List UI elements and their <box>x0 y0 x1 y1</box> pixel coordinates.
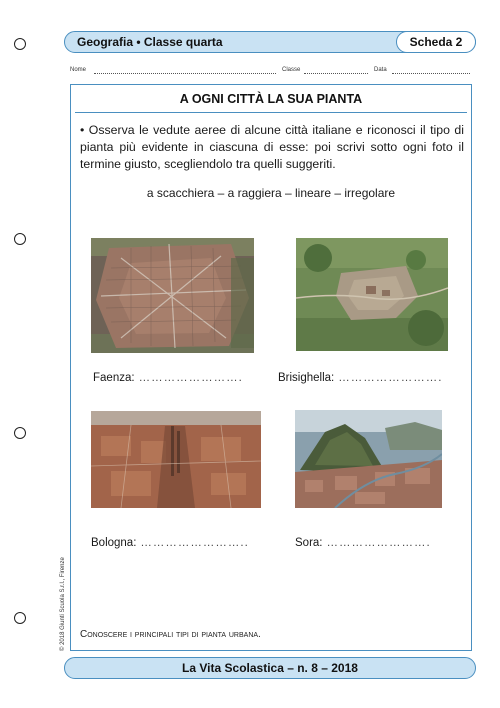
answer-blank[interactable]: ……………………. <box>338 372 443 384</box>
title-divider <box>75 112 467 113</box>
binder-hole <box>14 612 26 624</box>
date-label: Data <box>374 67 387 73</box>
caption-sora <box>295 537 431 549</box>
answer-blank[interactable]: …………………….. <box>140 537 249 549</box>
caption-faenza <box>93 372 243 384</box>
answer-blank[interactable]: ……………………. <box>326 537 431 549</box>
city-label: Bologna: <box>91 537 137 549</box>
class-label: Classe <box>282 67 301 73</box>
learning-objective: Conoscere i principali tipi di pianta urbana. <box>80 629 261 640</box>
city-label: Brisighella: <box>278 372 335 384</box>
city-label: Sora: <box>295 537 323 549</box>
answer-blank[interactable]: ……………………. <box>138 372 243 384</box>
binder-hole <box>14 38 26 50</box>
aerial-photo-sora <box>295 410 442 508</box>
date-field[interactable] <box>392 73 470 74</box>
binder-hole <box>14 427 26 439</box>
class-field[interactable] <box>304 73 368 74</box>
aerial-photo-faenza <box>91 238 254 353</box>
binder-hole <box>14 233 26 245</box>
name-field[interactable] <box>94 73 276 74</box>
copyright-notice: © 2018 Giunti Scuola S.r.l., Firenze <box>60 557 66 651</box>
header-bar <box>64 31 476 53</box>
exercise-title: A OGNI CITTÀ LA SUA PIANTA <box>179 92 363 106</box>
name-label: Nome <box>70 67 87 73</box>
plan-type-options: a scacchiera – a raggiera – lineare – irregolare <box>146 186 396 200</box>
footer-bar: La Vita Scolastica – n. 8 – 2018 <box>64 657 476 679</box>
instructions-text: • Osserva le vedute aeree di alcune città italiane e riconosci il tipo di pianta più evidente in ciascuna di esse: poi scrivi sotto ogni foto il termine giusto, scegliendolo tra quelli suggeriti. <box>80 123 464 171</box>
aerial-photo-bologna <box>91 411 261 508</box>
subject-title: Geografia • Classe quarta <box>77 35 223 49</box>
sheet-number: Scheda 2 <box>396 31 476 53</box>
caption-brisighella <box>278 372 442 384</box>
city-label: Faenza: <box>93 372 135 384</box>
caption-bologna <box>91 537 249 549</box>
aerial-photo-brisighella <box>296 238 448 351</box>
student-info-line <box>70 67 470 79</box>
